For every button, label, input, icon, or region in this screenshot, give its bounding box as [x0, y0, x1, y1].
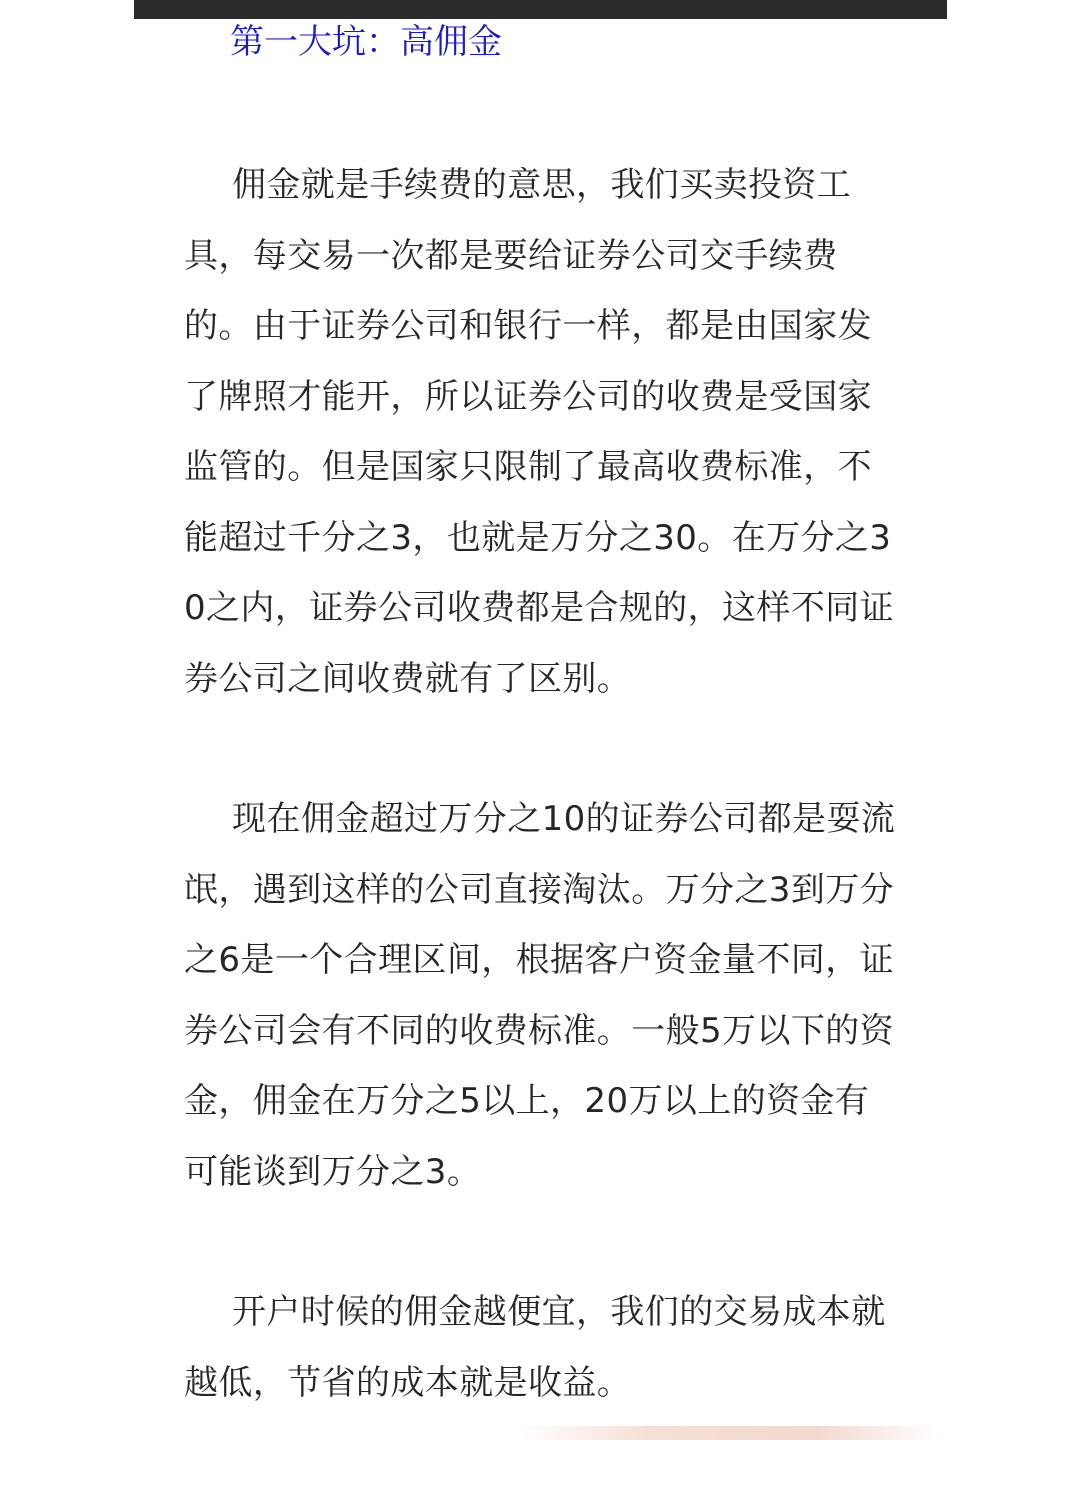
article-heading: 第一大坑：高佣金	[230, 22, 502, 62]
bottom-decoration	[520, 1426, 940, 1440]
top-status-bar	[134, 0, 947, 19]
paragraph-commission-savings: 开户时候的佣金越便宜，我们的交易成本就越低，节省的成本就是收益。	[184, 1292, 886, 1403]
paragraph-commission-definition: 佣金就是手续费的意思，我们买卖投资工具，每交易一次都是要给证券公司交手续费的。由于证券公司和银行一样，都是由国家发了牌照才能开，所以证券公司的收费是受国家监管的。但是国家只限制了最高收费标准，不能超过千分之3，也就是万分之30。在万分之30之内，证券公司收费都是合规的，这样不同证券公司之间收费就有了区别。	[184, 165, 895, 699]
paragraph-commission-range: 现在佣金超过万分之10的证券公司都是耍流氓，遇到这样的公司直接淘汰。万分之3到万分之6是一个合理区间，根据客户资金量不同，证券公司会有不同的收费标准。一般5万以下的资金，佣金在万分之5以上，20万以上的资金有可能谈到万分之3。	[184, 799, 896, 1192]
article-body	[184, 150, 896, 1488]
